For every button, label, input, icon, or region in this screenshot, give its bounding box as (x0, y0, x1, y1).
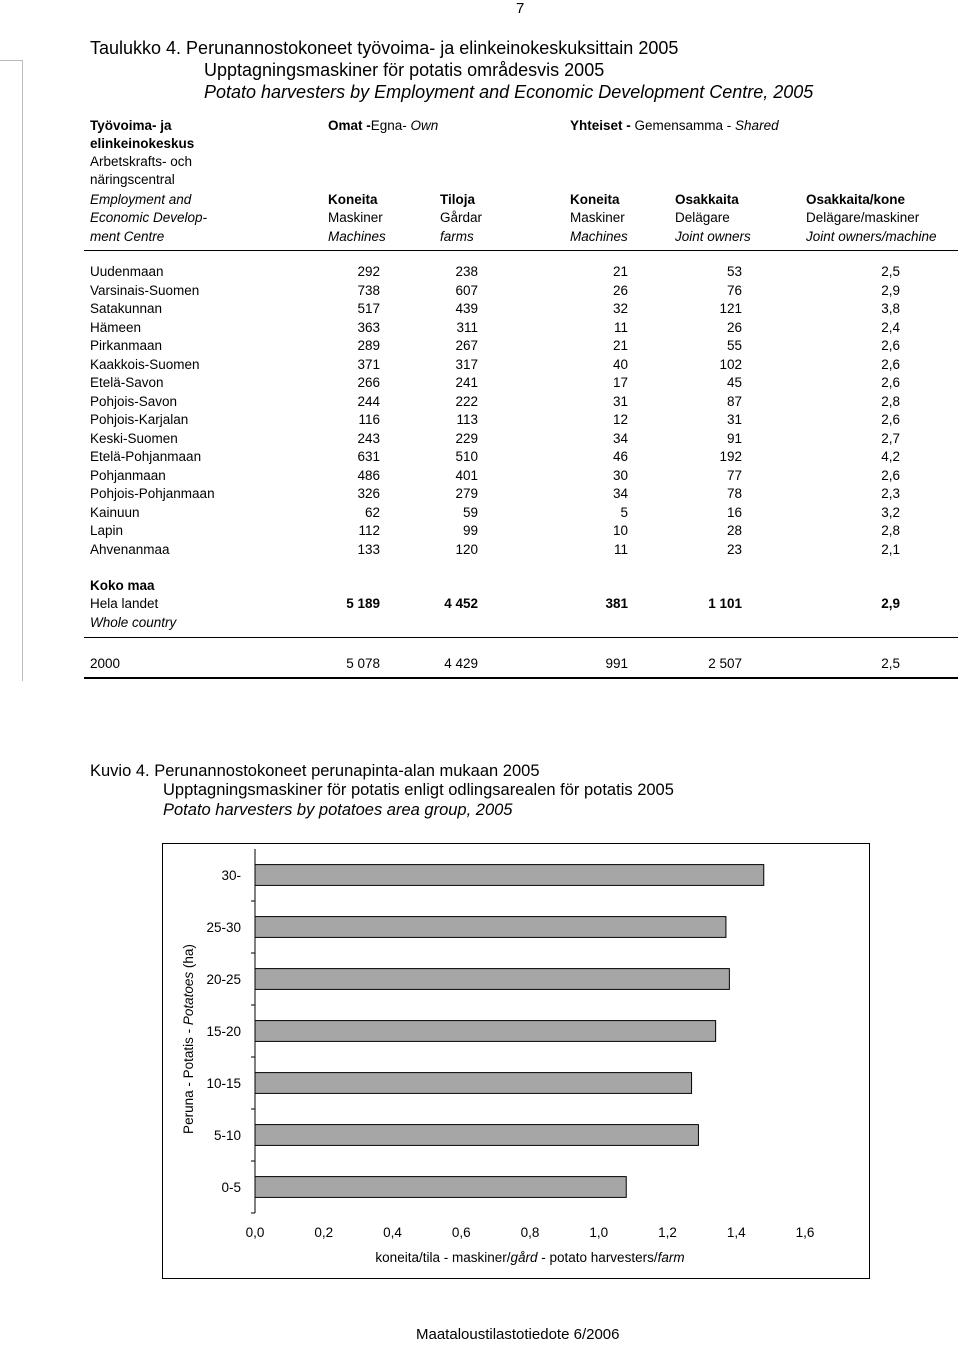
bar (255, 969, 729, 990)
table-cell: 76 (726, 282, 742, 298)
table-cell: 11 (613, 541, 628, 557)
region-header-fi1: Työvoima- ja (90, 118, 172, 133)
header-rule (84, 250, 958, 251)
col5-header-fi: Osakkaita/kone (806, 192, 906, 207)
total-cell: 2,9 (881, 596, 900, 611)
bar-chart (163, 844, 869, 1278)
category-label: 30- (221, 868, 241, 883)
col3-header-en: Machines (570, 229, 628, 244)
table-cell: 2,6 (881, 375, 900, 390)
table-cell: 279 (455, 486, 478, 501)
table-cell: 78 (726, 486, 742, 501)
table-cell: 112 (358, 523, 380, 538)
x-tick-label: 0,8 (520, 1225, 540, 1240)
table-cell: 238 (455, 264, 478, 279)
table-row-name: Uudenmaan (90, 264, 164, 279)
table-cell: 3,8 (881, 301, 900, 316)
table-cell: 45 (726, 375, 742, 390)
chart-frame (162, 843, 870, 1279)
x-tick-label: 0,2 (314, 1225, 334, 1240)
table-cell: 2,6 (881, 412, 900, 427)
total-label-fi: Koko maa (90, 578, 155, 593)
table-cell: 738 (357, 282, 380, 298)
prev-year-cell: 5 078 (346, 656, 380, 671)
region-header-en2: Economic Develop- (90, 210, 208, 225)
table-bottom-rule (84, 677, 958, 679)
bar (255, 1125, 698, 1146)
table-cell: 53 (726, 264, 742, 279)
figure-title-fi: Kuvio 4. Perunannostokoneet perunapinta-alan mukaan 2005 (90, 762, 540, 780)
table-row-name: Pohjois-Pohjanmaan (90, 486, 215, 501)
table-cell: 439 (455, 301, 478, 316)
x-tick-label: 1,4 (726, 1225, 746, 1240)
table-cell: 113 (456, 412, 478, 427)
col2-header-en: farms (440, 229, 474, 244)
table-row-name: Varsinais-Suomen (90, 282, 200, 298)
total-label-sv: Hela landet (90, 596, 159, 611)
prev-year-label: 2000 (90, 656, 121, 671)
table-cell: 17 (612, 375, 628, 390)
table-cell: 631 (357, 449, 380, 464)
table-cell: 289 (357, 338, 380, 353)
table-cell: 2,6 (881, 338, 900, 353)
x-axis-label-part: gård (510, 1250, 538, 1265)
table-cell: 607 (455, 282, 478, 298)
region-header-sv1: Arbetskrafts- och (90, 154, 193, 169)
table-cell: 2,8 (881, 523, 900, 538)
total-label-en: Whole country (90, 615, 177, 630)
x-axis-label (375, 1250, 684, 1265)
prev-year-cell: 4 429 (444, 656, 478, 671)
col3-header-sv: Maskiner (570, 210, 625, 225)
table-cell: 16 (726, 504, 742, 520)
table-cell: 102 (719, 356, 742, 372)
table-cell: 21 (612, 264, 628, 279)
col2-header-sv: Gårdar (440, 210, 483, 225)
col5-header-sv: Delägare/maskiner (806, 210, 920, 225)
region-header-en3: ment Centre (90, 229, 165, 244)
col4-header-en: Joint owners (675, 229, 751, 244)
table-cell: 292 (357, 264, 380, 279)
x-axis-label-part: farm (657, 1250, 685, 1265)
table-cell: 21 (612, 338, 628, 353)
table-cell: 91 (726, 430, 742, 446)
table-cell: 62 (364, 504, 380, 520)
col1-header-sv: Maskiner (328, 210, 383, 225)
table-cell: 99 (462, 523, 478, 538)
table-cell: 12 (612, 412, 628, 427)
table-cell: 116 (358, 412, 380, 427)
region-header-sv2: näringscentral (90, 172, 175, 187)
table-cell: 266 (357, 375, 380, 390)
table-cell: 363 (357, 319, 380, 335)
table-cell: 192 (719, 449, 742, 464)
table-cell: 32 (612, 301, 628, 316)
table-row-name: Hämeen (90, 319, 142, 335)
table-row-name: Pohjois-Savon (90, 393, 178, 409)
table-cell: 11 (613, 319, 628, 335)
table-row-name: Satakunnan (90, 301, 163, 316)
prev-year-cell: 2 507 (708, 656, 742, 671)
x-axis-label-part: koneita/tila - maskiner/ (375, 1250, 511, 1265)
table-cell: 2,9 (881, 282, 900, 298)
x-tick-label: 1,6 (795, 1225, 815, 1240)
prev-year-cell: 2,5 (881, 656, 900, 671)
table-cell: 31 (612, 393, 628, 409)
figure-title-en: Potato harvesters by potatoes area group, 2005 (163, 801, 513, 819)
table-cell: 2,3 (881, 486, 900, 501)
table-row-name: Kainuun (90, 504, 140, 520)
table-cell: 2,6 (881, 356, 900, 372)
table-row-name: Lapin (90, 523, 124, 538)
col3-header-fi: Koneita (570, 192, 620, 207)
table-cell: 28 (726, 523, 742, 538)
col1-header-en: Machines (328, 229, 386, 244)
table-title-fi: Taulukko 4. Perunannostokoneet työvoima- ja elinkeinokeskuksittain 2005 (90, 38, 679, 58)
category-label: 10-15 (206, 1076, 241, 1091)
x-axis-label-part: - potato harvesters/ (537, 1250, 658, 1265)
figure-title-sv: Upptagningsmaskiner för potatis enligt odlingsarealen för potatis 2005 (163, 781, 674, 799)
group-header-shared: Yhteiset - Gemensamma - Shared (570, 118, 779, 133)
table-row-name: Ahvenanmaa (90, 541, 170, 557)
table-cell: 241 (455, 375, 478, 390)
prev-year-cell: 991 (605, 656, 628, 671)
page-edge-mark (0, 60, 23, 681)
table-cell: 4,2 (881, 449, 900, 464)
x-tick-label: 1,2 (658, 1225, 677, 1240)
total-cell: 4 452 (444, 596, 478, 611)
total-cell: 1 101 (708, 596, 742, 611)
y-axis-label-part: Peruna - Potatis - (181, 1025, 196, 1134)
table-cell: 55 (726, 338, 742, 353)
table-cell: 87 (726, 393, 742, 409)
bar (255, 1073, 692, 1094)
y-axis-label (181, 944, 196, 1134)
category-label: 15-20 (206, 1024, 241, 1039)
table-cell: 317 (455, 356, 478, 372)
table-cell: 229 (455, 430, 478, 446)
group-header-own: Omat -Egna- Own (328, 118, 439, 133)
table-cell: 2,7 (881, 430, 900, 446)
table-row-name: Pirkanmaan (90, 338, 163, 353)
table-cell: 77 (726, 467, 742, 483)
table-cell: 2,6 (881, 467, 900, 483)
bar (255, 1177, 626, 1198)
table-row-name: Kaakkois-Suomen (90, 356, 200, 372)
table-row-name: Etelä-Savon (90, 375, 164, 390)
x-tick-label: 0,6 (451, 1225, 471, 1240)
table-cell: 2,5 (881, 264, 900, 279)
category-label: 25-30 (206, 920, 241, 935)
table-cell: 5 (620, 504, 628, 520)
table-cell: 133 (357, 541, 380, 557)
table-cell: 46 (612, 449, 628, 464)
table-cell: 401 (455, 467, 478, 483)
table-cell: 30 (612, 467, 628, 483)
page-number: 7 (516, 0, 525, 17)
table-cell: 371 (357, 356, 380, 372)
category-label: 5-10 (213, 1128, 241, 1143)
col1-header-fi: Koneita (328, 192, 378, 207)
table-cell: 34 (612, 430, 628, 446)
col5-header-en: Joint owners/machine (806, 229, 937, 244)
table-cell: 326 (357, 486, 380, 501)
table-cell: 3,2 (881, 504, 900, 520)
table-cell: 59 (462, 504, 478, 520)
region-header-fi2: elinkeinokeskus (90, 136, 195, 151)
table-row-name: Pohjois-Karjalan (90, 412, 189, 427)
table-cell: 244 (357, 393, 380, 409)
table-cell: 267 (455, 338, 478, 353)
col4-header-fi: Osakkaita (675, 192, 739, 207)
table-cell: 2,1 (881, 541, 900, 557)
category-label: 0-5 (221, 1180, 241, 1195)
y-axis-label-part: (ha) (181, 944, 196, 972)
bar (255, 917, 726, 938)
table-cell: 486 (357, 467, 380, 483)
category-label: 20-25 (206, 972, 241, 987)
table-cell: 23 (726, 541, 742, 557)
table-cell: 243 (357, 430, 380, 446)
table-cell: 40 (612, 356, 628, 372)
table-cell: 26 (612, 282, 628, 298)
table-cell: 517 (357, 301, 380, 316)
table-row-name: Pohjanmaan (90, 467, 166, 483)
table-title-en: Potato harvesters by Employment and Economic Development Centre, 2005 (204, 82, 814, 102)
total-cell: 5 189 (346, 596, 380, 611)
total-cell: 381 (605, 596, 628, 611)
table-cell: 2,4 (881, 319, 900, 335)
col2-header-fi: Tiloja (440, 192, 476, 207)
x-tick-label: 0,0 (245, 1225, 265, 1240)
table-cell: 26 (726, 319, 742, 335)
table-row-name: Keski-Suomen (90, 430, 178, 446)
total-rule (84, 637, 958, 638)
table-cell: 2,8 (881, 393, 900, 409)
bar (255, 1021, 716, 1042)
col4-header-sv: Delägare (675, 210, 730, 225)
y-axis-label-part: Potatoes (181, 971, 196, 1026)
table-cell: 311 (456, 319, 478, 335)
table-title-sv: Upptagningsmaskiner för potatis områdesvis 2005 (204, 60, 605, 80)
table-cell: 120 (455, 541, 478, 557)
table-row-name: Etelä-Pohjanmaan (90, 449, 202, 464)
table-cell: 510 (455, 449, 478, 464)
x-tick-label: 0,4 (383, 1225, 402, 1240)
page-footer: Maataloustilastotiedote 6/2006 (416, 1326, 620, 1343)
table-cell: 31 (726, 412, 742, 427)
table-cell: 34 (612, 486, 628, 501)
x-tick-label: 1,0 (589, 1225, 609, 1240)
table-cell: 222 (455, 393, 478, 409)
bar (255, 865, 764, 886)
table-cell: 10 (612, 523, 628, 538)
table-cell: 121 (719, 301, 742, 316)
region-header-en1: Employment and (90, 192, 192, 207)
